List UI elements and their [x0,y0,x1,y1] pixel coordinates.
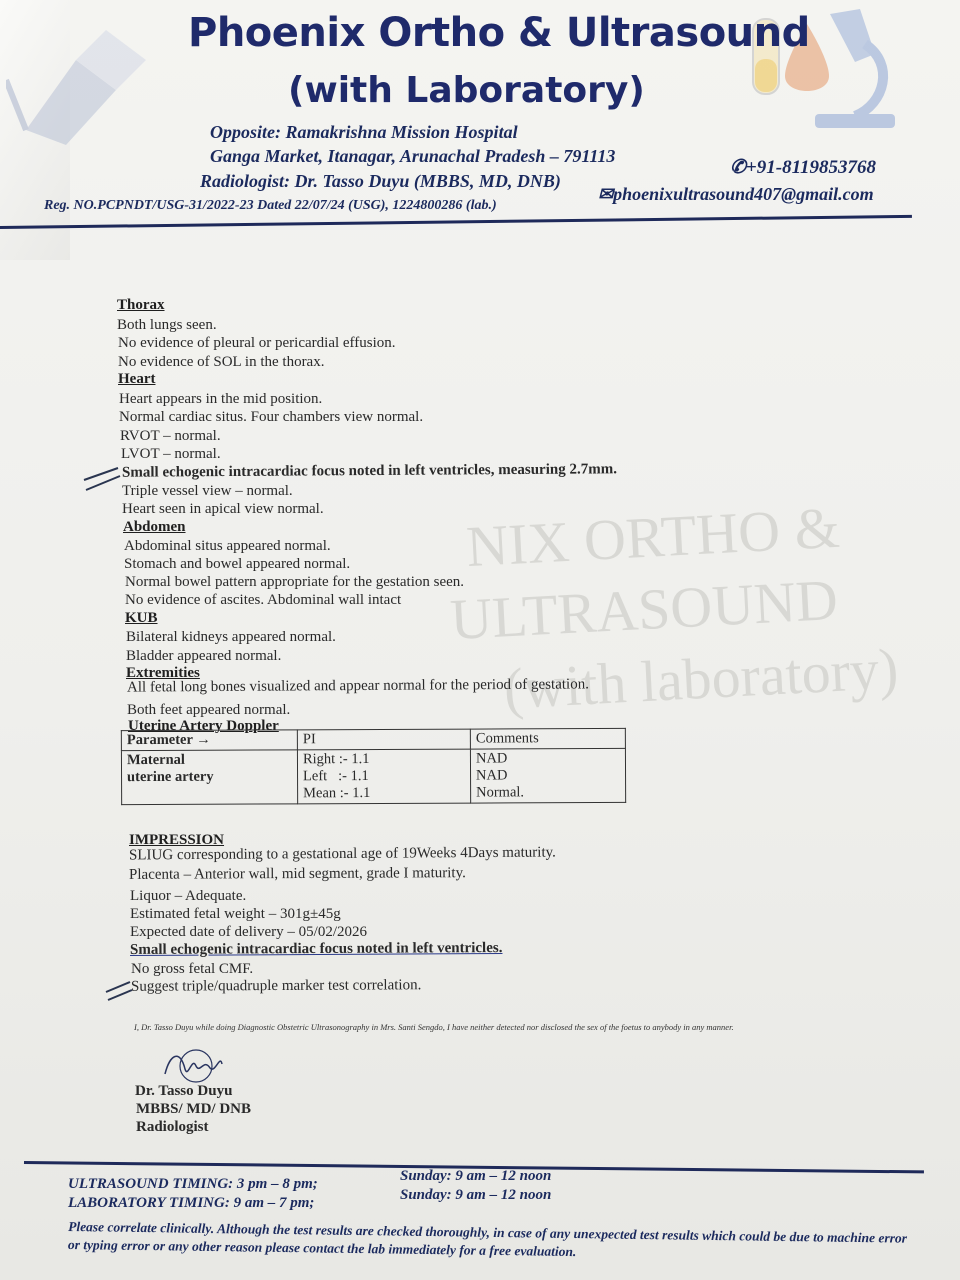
abdomen-line: No evidence of ascites. Abdominal wall intact [125,592,402,608]
kub-line: Bilateral kidneys appeared normal. [126,629,336,645]
envelope-icon: ✉ [598,184,614,204]
watermark: NIX ORTHO & ULTRASOUND (with laboratory) [448,494,900,722]
signatory-name: Dr. Tasso Duyu [135,1083,233,1099]
section-heading-abdomen: Abdomen [123,519,186,535]
kub-line: Bladder appeared normal. [126,648,282,664]
pen-tick-mark-icon [104,980,136,1004]
extremities-line: All fetal long bones visualized and appear normal for the period of gestation. [126,676,590,696]
thorax-line: Both lungs seen. [117,317,217,333]
table-header-pi: PI [297,729,470,750]
impression-line: No gross fetal CMF. [131,961,254,977]
table-cell-comments: NAD NAD Normal. [470,748,625,803]
section-heading-kub: KUB [125,610,158,626]
heart-line: Normal cardiac situs. Four chambers view normal. [119,409,424,425]
doppler-table [121,728,626,805]
pen-tick-mark-icon [82,464,122,494]
email-address: phoenixultrasound407@gmail.com [613,184,874,204]
ultrasound-timing: ULTRASOUND TIMING: 3 pm – 8 pm; [68,1176,318,1192]
signatory-degrees: MBBS/ MD/ DNB [136,1101,252,1117]
thorax-line: No evidence of SOL in the thorax. [118,354,325,370]
table-cell-pi: Right :- 1.1 Left :- 1.1 Mean :- 1.1 [297,749,470,804]
table-row [121,748,625,804]
pcpndt-declaration: I, Dr. Tasso Duyu while doing Diagnostic Obstetric Ultrasonography in Mrs. Santi Sengdo, I have neither detected nor disclosed the sex of the foetus to anybody in any manner. [134,1022,734,1032]
phone-contact [730,156,876,179]
ultrasound-probe-logo-icon [6,20,166,150]
ultrasound-sunday-timing: Sunday: 9 am – 12 noon [400,1168,552,1184]
abdomen-line: Normal bowel pattern appropriate for the gestation seen. [125,574,465,590]
heart-finding-highlight: Small echogenic intracardiac focus noted in left ventricles, measuring 2.7mm. [121,461,617,481]
clinic-name: Phoenix Ortho & Ultrasound [188,10,810,56]
abdomen-line: Stomach and bowel appeared normal. [124,556,351,572]
laboratory-timing: LABORATORY TIMING: 9 am – 7 pm; [68,1195,315,1211]
signature-icon [160,1044,230,1086]
table-header-parameter: Parameter → [121,730,297,751]
phone-number: +91-8119853768 [745,157,877,178]
heart-line: Heart seen in apical view normal. [122,501,324,517]
radiologist-line: Radiologist: Dr. Tasso Duyu (MBBS, MD, DNB) [200,171,561,191]
impression-line: Expected date of delivery – 05/02/2026 [130,924,368,940]
table-row [121,728,625,750]
clinic-subtitle: (with Laboratory) [288,70,645,111]
section-heading-heart: Heart [118,371,156,387]
table-header-comments: Comments [470,728,625,749]
heart-line: Heart appears in the mid position. [119,391,323,407]
heart-line: RVOT – normal. [120,428,221,444]
address-line-2: Ganga Market, Itanagar, Arunachal Pradesh – 791113 [210,146,616,166]
impression-line: Suggest triple/quadruple marker test correlation. [130,977,422,995]
extremities-line: Both feet appeared normal. [127,702,291,718]
laboratory-sunday-timing: Sunday: 9 am – 12 noon [400,1187,552,1203]
section-heading-doppler: Uterine Artery Doppler [128,718,279,734]
header-divider [0,215,912,229]
section-heading-extremities: Extremities [126,665,200,681]
impression-line: Estimated fetal weight – 301g±45g [130,906,341,922]
heart-line: LVOT – normal. [121,446,221,462]
table-cell-parameter: Maternal uterine artery [121,750,297,805]
section-heading-impression: IMPRESSION [129,832,225,848]
thorax-line: No evidence of pleural or pericardial effusion. [118,335,396,351]
impression-line: Placenta – Anterior wall, mid segment, grade I maturity. [128,865,466,883]
footer-disclaimer: Please correlate clinically. Although the test results are checked thoroughly, in case of any unexpected test results which could be due to machine error or typing error or any other reason please contact the lab immediately for a free evaluation. [67,1219,908,1260]
abdomen-line: Abdominal situs appeared normal. [124,538,331,554]
registration-number: Reg. NO.PCPNDT/USG-31/2022-23 Dated 22/07/24 (USG), 1224800286 (lab.) [44,198,497,213]
impression-finding-highlight: Small echogenic intracardiac focus noted in left ventricles. [129,940,503,958]
impression-line: SLIUG corresponding to a gestational age of 19Weeks 4Days maturity. [128,844,556,864]
heart-line: Triple vessel view – normal. [122,483,293,499]
address-line-1: Opposite: Ramakrishna Mission Hospital [210,122,518,142]
email-contact [598,184,874,205]
section-heading-thorax: Thorax [117,297,165,313]
phone-icon: ✆ [730,157,746,178]
impression-line: Liquor – Adequate. [130,888,247,904]
signatory-title: Radiologist [136,1119,209,1135]
